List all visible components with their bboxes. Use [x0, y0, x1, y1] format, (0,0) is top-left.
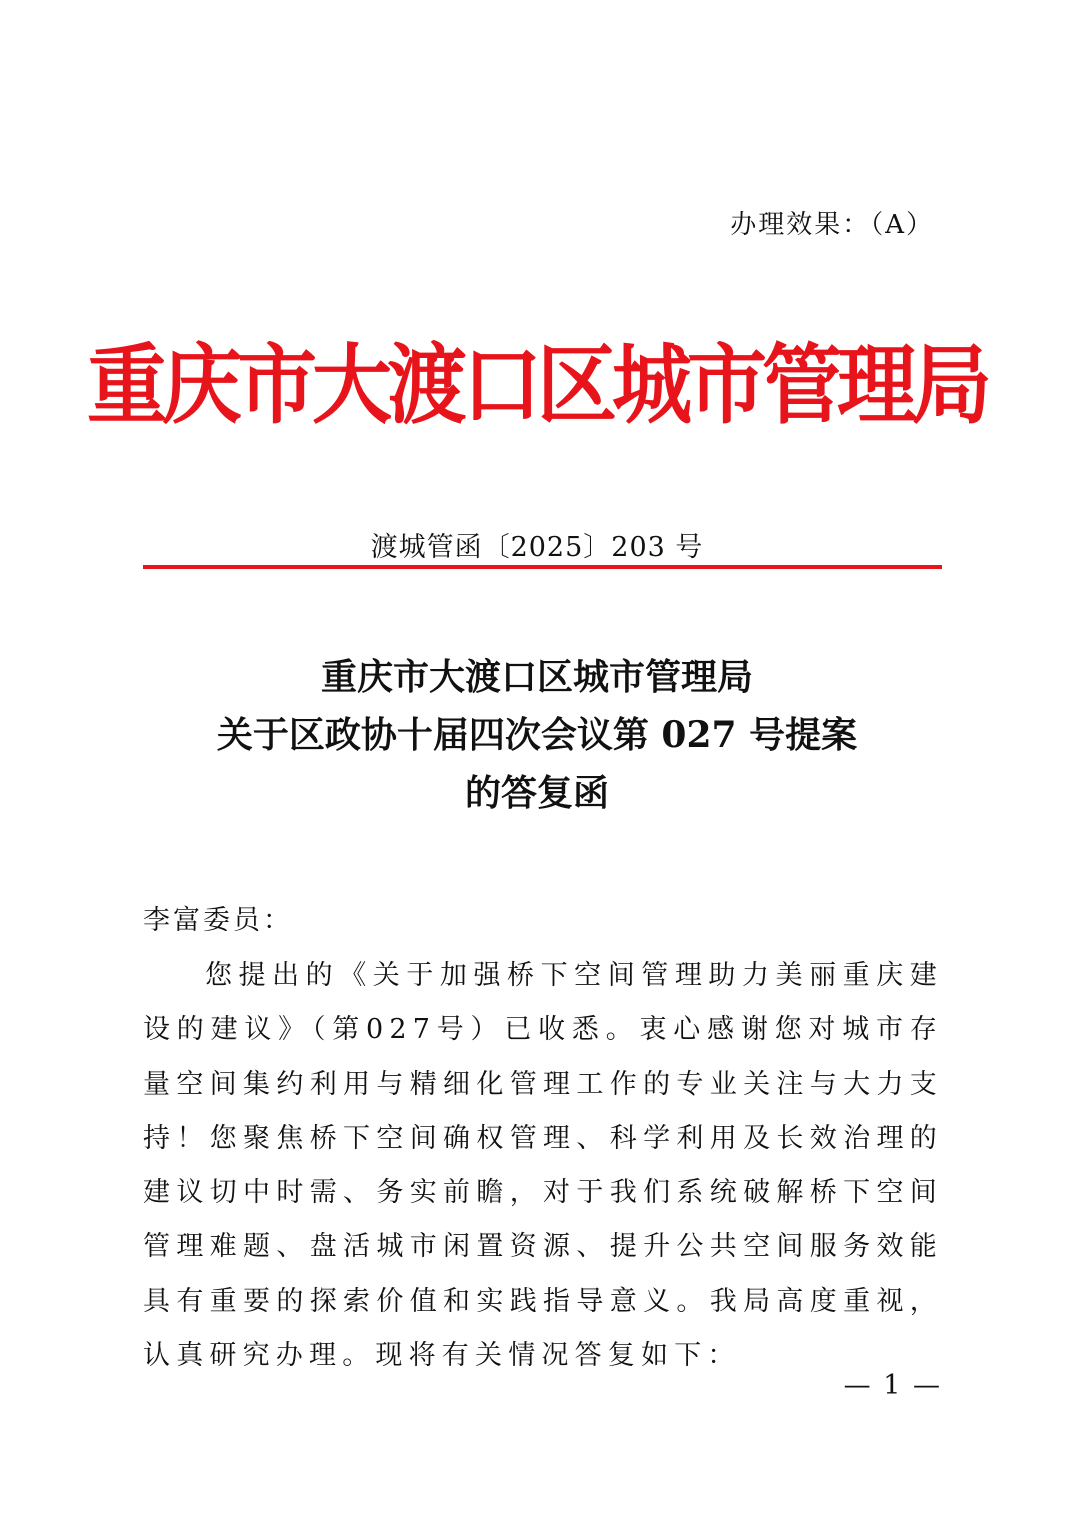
issuing-authority-header: 重庆市大渡口区城市管理局: [87, 334, 987, 436]
body-paragraph: 您提出的《关于加强桥下空间管理助力美丽重庆建设的建议》（第027号）已收悉。衷心感谢您对城市存量空间集约利用与精细化管理工作的专业关注与大力支持！您聚焦桥下空间确权管理、科学利用及长效治理的建议切中时需、务实前瞻，对于我们系统破解桥下空间管理难题、盘活城市闲置资源、提升公共空间服务效能具有重要的探索价值和实践指导意义。我局高度重视，认真研究办理。现将有关情况答复如下：: [143, 960, 943, 1372]
title-line-1: 重庆市大渡口区城市管理局: [320, 656, 753, 698]
salutation: 李富委员：: [143, 905, 293, 936]
page-number: — 1 —: [843, 1370, 942, 1401]
red-divider-line: [143, 565, 942, 569]
handling-effect-label: 办理效果：（A）: [730, 210, 934, 240]
document-title: [0, 648, 1074, 822]
title-line-3: 的答复函: [464, 772, 609, 814]
title-line-2: 关于区政协十届四次会议第 027 号提案: [216, 714, 858, 756]
document-number: 渡城管函〔2025〕203 号: [370, 532, 704, 563]
